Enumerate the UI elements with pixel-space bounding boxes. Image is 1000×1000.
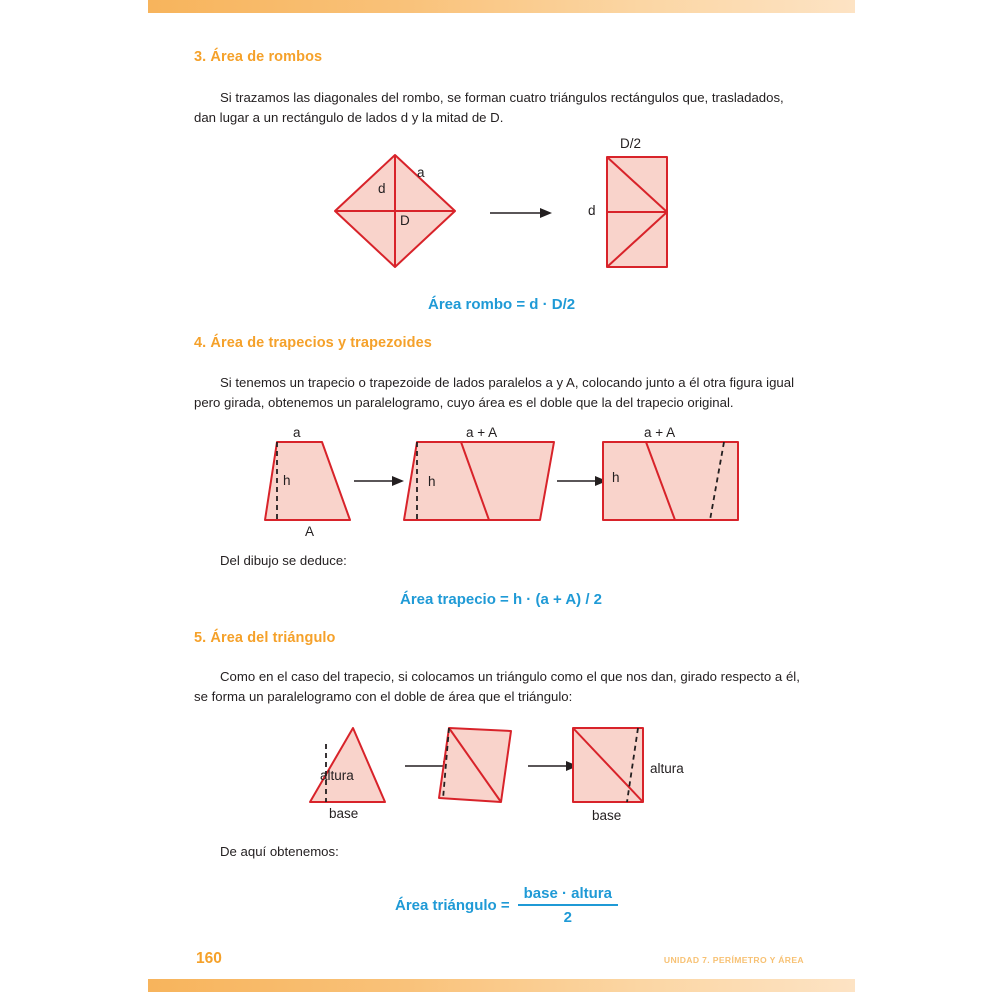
arrow-rombos	[490, 205, 555, 221]
arrow-trapecios-1	[354, 473, 406, 489]
triangle-shape	[310, 728, 385, 802]
label-trap2-top: a + A	[466, 425, 498, 440]
label-trap2-height: h	[428, 474, 436, 489]
fraction-numerator: base · altura	[523, 885, 612, 902]
label-rhombus-D: D	[400, 213, 410, 228]
paragraph-rombos-line2: dan lugar a un rectángulo de lados d y la mitad de D.	[194, 110, 504, 125]
trapezoid-figure-1	[264, 441, 356, 525]
label-trap3-height: h	[612, 470, 620, 485]
top-decorative-bar	[148, 0, 855, 13]
formula-triangulo-lhs: Área triángulo =	[395, 897, 510, 914]
label-tri1-base: base	[329, 806, 359, 821]
formula-area-rombo: Área rombo = d · D/2	[428, 296, 576, 313]
label-rhombus-a: a	[417, 165, 425, 180]
unit-footer-label: UNIDAD 7. PERÍMETRO Y ÁREA	[663, 955, 804, 965]
label-trap1-height: h	[283, 473, 291, 488]
trapezoid-rectangle-figure-3	[602, 441, 742, 525]
label-rhombus-d: d	[378, 181, 386, 196]
label-trap1-top: a	[293, 425, 301, 440]
deduce-text-triangulo: De aquí obtenemos:	[220, 844, 339, 859]
section-title-trapecios: 4. Área de trapecios y trapezoides	[194, 335, 432, 351]
bottom-decorative-bar	[148, 979, 855, 992]
paragraph-triangulo-line1: Como en el caso del trapecio, si colocamos un triángulo como el que nos dan, girado respecto a	[220, 669, 783, 684]
formula-area-triangulo	[395, 885, 618, 926]
page-number: 160	[196, 950, 222, 967]
label-tri3-height: altura	[650, 761, 684, 776]
fraction-denominator: 2	[563, 909, 572, 926]
formula-area-trapecio: Área trapecio = h · (a + A) / 2	[400, 591, 603, 608]
parallelogram-figure-2	[403, 441, 558, 525]
paragraph-trapecios-line1: Si tenemos un trapecio o trapezoide de lados paralelos a y A, colocando junto a él otra figura	[220, 375, 763, 390]
paragraph-triangulo	[194, 667, 814, 707]
triangle-square-figure-3	[572, 727, 652, 807]
label-trap3-top: a + A	[644, 425, 676, 440]
deduce-text-trapecios: Del dibujo se deduce:	[220, 553, 347, 568]
label-trap1-bottom: A	[305, 524, 315, 539]
triangle-parallelogram-figure-2	[433, 727, 515, 807]
fraction-stack	[518, 885, 618, 926]
paragraph-triangulo-line2: él, se forma un paralelogramo con el doble de área que el triángulo:	[194, 669, 800, 704]
label-rect-top: D/2	[620, 136, 642, 151]
paragraph-trapecios	[194, 373, 806, 413]
paragraph-rombos	[194, 88, 806, 128]
parallelogram-shape	[404, 442, 554, 520]
triangle-figure-1	[309, 727, 389, 807]
label-tri3-base: base	[592, 808, 622, 823]
section-title-rombos: 3. Área de rombos	[194, 49, 323, 65]
section-title-triangulo: 5. Área del triángulo	[194, 630, 336, 646]
label-tri1-height: altura	[320, 768, 354, 783]
paragraph-trapecios-line2: igual pero girada, obtenemos un paralelogramo, cuyo área es el doble que la del trapecio original.	[194, 375, 795, 410]
arrow-head	[540, 208, 552, 218]
label-rect-side: d	[588, 203, 596, 218]
paragraph-rombos-line1: Si trazamos las diagonales del rombo, se forman cuatro triángulos rectángulos que, trasladados,	[220, 90, 784, 105]
rectangle-figure	[606, 156, 670, 270]
